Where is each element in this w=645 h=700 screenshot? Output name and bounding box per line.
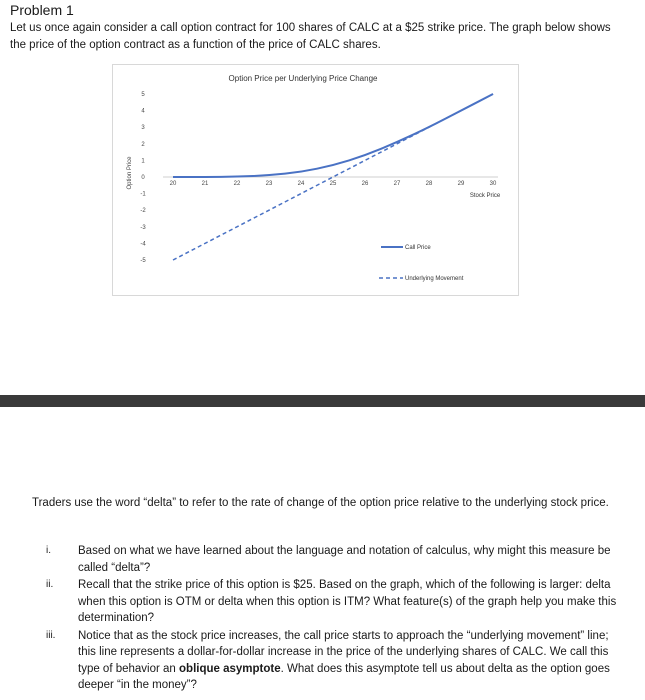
y-tick-label: 2: [141, 141, 145, 148]
option-price-chart: [113, 65, 518, 295]
question-number: iii.: [46, 629, 56, 641]
question-text: Recall that the strike price of this option is $25. Based on the graph, which of the following is larger: delta when this option is OTM or delta when this option is ITM? What feature(s) of the graph help you make this determination?: [78, 579, 617, 624]
x-tick-label: 30: [489, 181, 497, 187]
question-number: i.: [46, 545, 51, 556]
y-tick-label: -2: [140, 208, 146, 215]
question-text-start: Notice that as the stock price increases, the call price starts to approach the “underlying movement” line; this line represents a dollar-for-dollar increase in the price of the underlying shares of CALC. We call this type of behavior an: [78, 629, 609, 675]
delta-intro: Traders use the word “delta” to refer to the rate of change of the option price relative to the underlying stock price.: [32, 497, 609, 509]
chart-title: Option Price per Underlying Price Change: [228, 74, 378, 83]
x-tick-labels: [170, 181, 497, 187]
chart-container: [112, 64, 519, 296]
x-tick-label: 23: [265, 181, 273, 187]
y-axis-label: Option Price: [127, 156, 133, 190]
x-tick-label: 21: [201, 181, 209, 187]
y-tick-label: 1: [141, 158, 145, 165]
question-number: ii.: [46, 579, 54, 590]
y-tick-label: -1: [140, 191, 146, 198]
section-divider: [0, 395, 645, 407]
x-tick-label: 25: [329, 181, 337, 187]
y-tick-label: -5: [140, 258, 146, 264]
oblique-asymptote-term: oblique asymptote: [179, 662, 281, 675]
y-tick-label: 5: [141, 92, 145, 98]
call-price-line: [173, 94, 493, 177]
y-tick-labels: [140, 92, 146, 264]
question-text: Based on what we have learned about the language and notation of calculus, why might this measure be called “delta”?: [78, 545, 611, 574]
problem-title: Problem 1: [10, 2, 74, 18]
x-tick-label: 28: [425, 181, 433, 187]
y-tick-label: 0: [141, 175, 145, 181]
y-tick-label: -3: [140, 224, 146, 231]
x-tick-label: 22: [233, 181, 241, 187]
y-tick-label: 4: [141, 108, 145, 115]
question-text-end: . What does this asymptote tell us about delta as the option goes deeper “in the money”?: [78, 662, 610, 691]
x-tick-label: 24: [297, 181, 305, 187]
question-item: [32, 628, 617, 694]
y-tick-label: 3: [141, 125, 145, 132]
legend-call-price-label: Call Price: [405, 245, 431, 251]
legend-underlying-movement-label: Underlying Movement: [405, 276, 464, 282]
question-list: [32, 543, 617, 695]
question-item: [32, 577, 617, 627]
x-tick-label: 26: [361, 181, 369, 187]
x-tick-label: 20: [169, 181, 177, 187]
question-item: [32, 543, 617, 576]
x-tick-label: 29: [457, 181, 465, 187]
problem-intro: Let us once again consider a call option contract for 100 shares of CALC at a $25 strike price. The graph below shows the price of the option contract as a function of the price of CALC shares.: [10, 22, 611, 51]
y-tick-label: -4: [140, 241, 146, 248]
x-axis-label: Stock Price: [469, 193, 501, 199]
x-tick-label: 27: [393, 181, 401, 187]
